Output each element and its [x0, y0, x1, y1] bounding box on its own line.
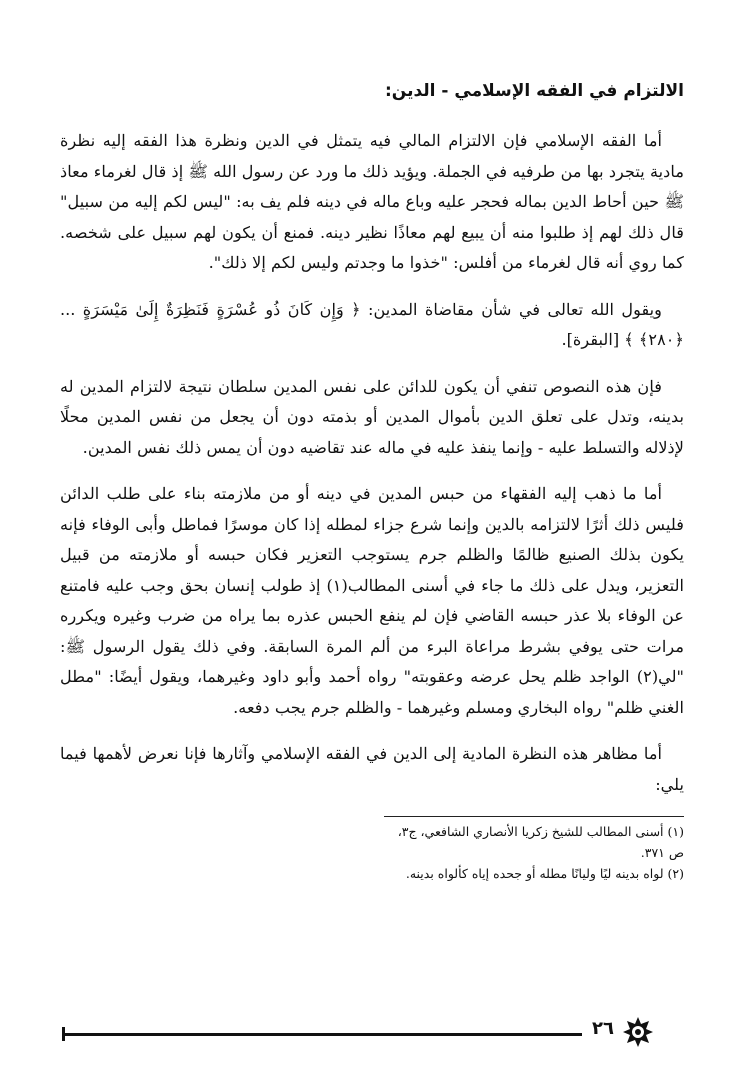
paragraph-4: أما ما ذهب إليه الفقهاء من حبس المدين في دينه أو من ملازمته بناء على طلب الدائن فليس ذلك أثرًا لالتزامه بالدين وإنما شرع جزاء لمطله إذا كان موسرًا فماطل وأبى الوفاء فإنه يكون بذلك الصنيع ظالمًا والظلم جرم يستوجب التعزير فكان حبسه أو ملازمته من قبيل التعزير، ويدل على ذلك ما جاء في أسنى المطالب(١) إذ طولب إنسان بحق وجب عليه فامتنع عن الوفاء بلا عذر حبسه القاضي فإن لم ينفع الحبس عذره بما يراه من ضرب وغيره ويكرره مرات حتى يوفي بشرط مراعاة البرء من ألم المرة السابقة. وفي ذلك يقول الرسول ﷺ: "لي(٢) الواجد ظلم يحل عرضه وعقوبته" رواه أحمد وأبو داود وغيرهما، ويقول أيضًا: "مطل الغني ظلم" رواه البخاري ومسلم وغيرهما - والظلم جرم يجب دفعه.: [60, 484, 685, 717]
paragraph-3: فإن هذه النصوص تنفي أن يكون للدائن على نفس المدين سلطان نتيجة لالتزام المدين له بدينه، وتدل على تعلق الدين بأموال المدين أو بذمته دون أن يجعل من نفس المدين محلًا لإذلاله والتسلط عليه - وإنما ينفذ عليه في ماله عند تقاضيه دون أن يمس ذلك نفس المدين.: [60, 376, 684, 457]
page-number: ٢٦: [592, 1018, 614, 1039]
footnote-1: (١) أسنى المطالب للشيخ زكريا الأنصاري الشافعي، ج٣، ص ٣٧١.: [397, 824, 684, 860]
section-heading: الالتزام في الفقه الإسلامي - الدين:: [385, 81, 684, 101]
page-body: [60, 78, 684, 884]
footnotes: [384, 816, 684, 884]
footer-rule: [62, 1033, 582, 1036]
paragraph-2-quran-verse: ويقول الله تعالى في شأن مقاضاة المدين: ﴿ وَإِن كَانَ ذُو عُسْرَةٍ فَنَظِرَةٌ إِلَىٰ مَيْسَرَةٍ ... ﴿٢٨٠﴾ ﴾ [البقرة].: [60, 299, 684, 349]
footnote-2: (٢) لواه بدينه ليًا وليانًا مطله أو جحده إياه كألواه بدينه.: [405, 866, 684, 881]
paragraph-1: أما الفقه الإسلامي فإن الالتزام المالي فيه يتمثل في الدين ونظرة هذا الفقه إليه نظرة مادية يتجرد بها من طرفيه في الجملة. ويؤيد ذلك ما ورد عن رسول الله ﷺ إذ قال لغرماء معاذ ﷺ حين أحاط الدين بماله فحجر عليه وباع ماله في دينه فلم يف به: "ليس لكم إليه من سبيل" قال ذلك لهم إذ طلبوا منه أن يبيع لهم معاذًا نظير دينه. فمنع أن يكون لهم سبيل على شخصه. كما روي أنه قال لغرماء من أفلس: "خذوا ما وجدتم وليس لكم إلا ذلك".: [60, 131, 684, 272]
paragraph-5: أما مظاهر هذه النظرة المادية إلى الدين في الفقه الإسلامي وآثارها فإنا نعرض لأهمها فيما يلي:: [60, 744, 684, 794]
star-ornament-icon: [622, 1016, 654, 1048]
